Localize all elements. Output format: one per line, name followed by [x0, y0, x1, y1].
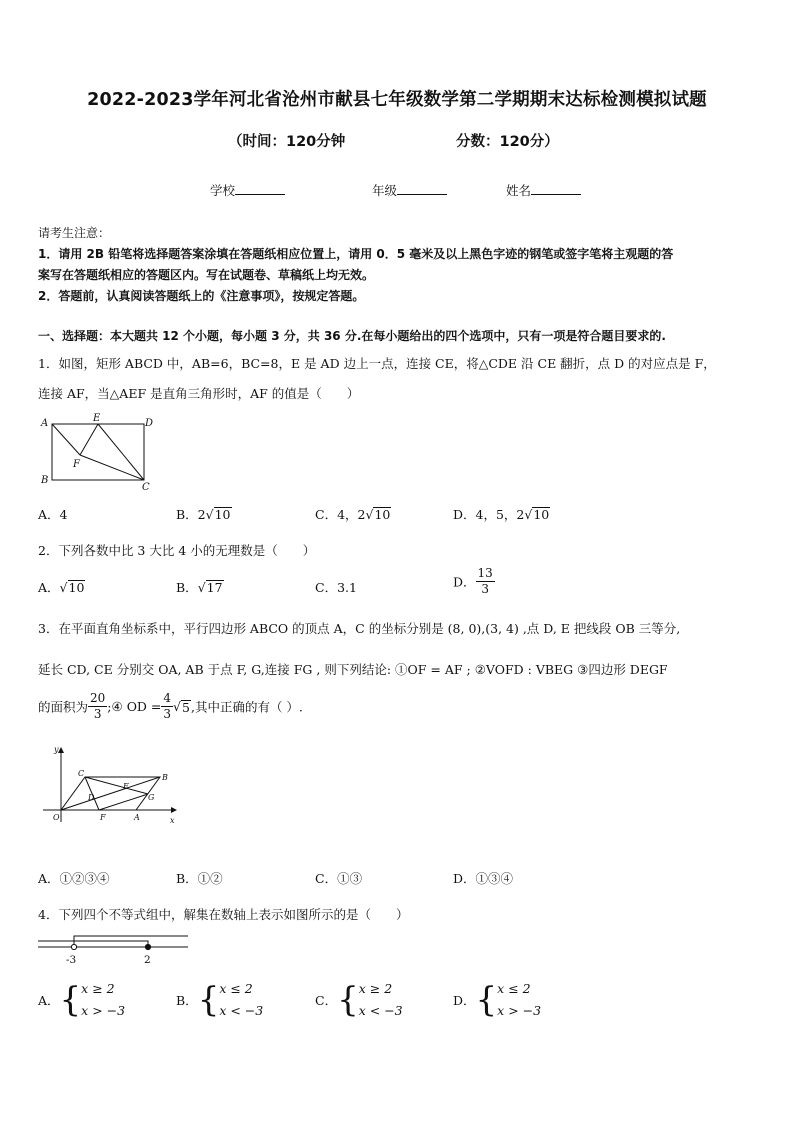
- label-f: F: [100, 813, 106, 822]
- q3-od-fraction: [161, 691, 173, 722]
- tick-label-right: 2: [144, 954, 151, 966]
- label-f: F: [73, 459, 80, 470]
- q3-option-a: A．①②③④: [38, 871, 110, 886]
- grade-field: [372, 181, 447, 199]
- q4-option-c-line2: x < −3: [358, 1003, 403, 1018]
- q3-stem-line1: 3．在平面直角坐标系中，平行四边形 ABCO 的顶点 A，C 的坐标分别是 (8, 0),(3, 4) ,点 D, E 把线段 OB 三等分,: [38, 621, 681, 636]
- q3-line3-pre: 的面积为: [38, 699, 89, 715]
- segment-ef: [80, 424, 98, 455]
- label-d: D: [88, 793, 95, 802]
- q2-option-a-radicand: 10: [68, 580, 85, 595]
- q4-number-line: [36, 928, 192, 968]
- tick-label-left: -3: [66, 954, 77, 966]
- q1-option-c: C．4，2√10: [315, 507, 391, 522]
- q1-option-c-radicand: 10: [374, 507, 391, 522]
- notice-heading: 请考生注意：: [38, 226, 111, 240]
- q4-option-d: D．{ x ≤ 2 x > −3: [453, 980, 542, 1020]
- open-point: [71, 944, 76, 949]
- q4-option-c-label: C．: [315, 993, 338, 1008]
- notice-item1-line2: 案写在答题纸相应的答题区内。写在试题卷、草稿纸上均无效。: [38, 268, 375, 282]
- q1-stem-line2: 连接 AF，当△AEF 是直角三角形时，AF 的值是（ ）: [38, 386, 360, 401]
- q3-od-radicand: 5: [182, 699, 190, 715]
- q2-option-c: C．3.1: [315, 580, 357, 595]
- q3-option-c: C．①③: [315, 871, 363, 886]
- name-label: 姓名: [506, 183, 532, 198]
- q1-option-a: A．4: [38, 507, 68, 522]
- label-c: C: [78, 769, 85, 778]
- q2-option-b: B．√17: [176, 580, 223, 595]
- notice-item1-line1: 1．请用 2B 铅笔将选择题答案涂填在答题纸相应位置上，请用 0．5 毫米及以上黑色字迹的钢笔或签字笔将主观题的答: [38, 247, 674, 261]
- q4-option-d-line1: x ≤ 2: [497, 981, 531, 996]
- section-heading: 一、选择题：本大题共 12 个小题，每小题 3 分，共 36 分.在每小题给出的四个选项中，只有一项是符合题目要求的.: [38, 329, 666, 343]
- school-label: 学校: [210, 183, 236, 198]
- q2-option-b-radicand: 17: [206, 580, 223, 595]
- label-a: A: [41, 418, 49, 429]
- q3-line3-mid: ;④ OD =: [107, 699, 162, 714]
- label-a: A: [134, 813, 140, 822]
- q4-option-b-line1: x ≤ 2: [219, 981, 253, 996]
- q3-stem-line2: 延长 CD, CE 分别交 OA, AB 于点 F, G,连接 FG , 则下列结论: ①OF = AF ; ②VOFD : VBEG ③四边形 DEGF: [38, 662, 668, 677]
- q3-line3-post: ,其中正确的有（ ）.: [190, 699, 303, 715]
- label-c: C: [142, 482, 150, 492]
- q4-option-a-label: A．: [38, 993, 60, 1008]
- segment-ec: [98, 424, 144, 480]
- q4-option-b-line2: x < −3: [219, 1003, 264, 1018]
- q3-stem-line3: 的面积为 $\frac{20}{3}$ ;④ OD = $\frac{4}{3}$ √5,其中正确的有（ ）.: [38, 691, 303, 721]
- segment-fg: [99, 794, 148, 810]
- label-b: B: [162, 773, 168, 782]
- q3-od-numerator: 4: [163, 691, 172, 705]
- label-b: B: [41, 475, 49, 486]
- school-field: [210, 181, 285, 199]
- q4-option-d-line2: x > −3: [497, 1003, 542, 1018]
- q2-option-d-text: D．: [453, 574, 476, 590]
- q4-option-a: A．{ x ≥ 2 x > −3: [38, 980, 126, 1020]
- rectangle-abcd: [52, 424, 144, 480]
- q2-option-a: A．√10: [38, 580, 85, 595]
- q1-stem-line1: 1．如图，矩形 ABCD 中，AB=6，BC=8，E 是 AD 边上一点，连接 CE，将△CDE 沿 CE 翻折，点 D 的对应点是 F，: [38, 356, 716, 371]
- q2-option-d-numerator: 13: [477, 566, 493, 580]
- q3-coordinate-figure: [38, 742, 183, 826]
- name-blank: [531, 182, 581, 195]
- grade-blank: [397, 182, 447, 195]
- label-e: E: [123, 782, 129, 791]
- q4-option-b-label: B．: [176, 993, 198, 1008]
- q3-area-numerator: 20: [90, 691, 106, 705]
- label-o: O: [53, 813, 60, 822]
- q4-option-c-line1: x ≥ 2: [358, 981, 393, 996]
- q4-option-c: C．{ x ≥ 2 x < −3: [315, 980, 403, 1020]
- q3-od-denominator: 3: [163, 707, 172, 721]
- q2-option-a-text: A．: [38, 580, 60, 595]
- q1-option-d: D．4，5，2√10: [453, 507, 550, 522]
- q1-option-d-text: D．4，5，2: [453, 507, 525, 522]
- label-e: E: [93, 413, 101, 424]
- q3-option-d: D．①③④: [453, 871, 514, 886]
- label-g: G: [148, 793, 155, 802]
- page-title: 2022-2023学年河北省沧州市献县七年级数学第二学期期末达标检测模拟试题: [87, 90, 707, 110]
- label-d: D: [145, 418, 154, 429]
- q1-option-b-radicand: 10: [214, 507, 231, 522]
- q4-option-a-line2: x > −3: [81, 1003, 126, 1018]
- q2-stem: 2．下列各数中比 3 大比 4 小的无理数是（ ）: [38, 543, 316, 558]
- segment-fc: [80, 455, 144, 480]
- q1-option-d-radicand: 10: [533, 507, 550, 522]
- segment-af: [52, 424, 80, 455]
- exam-score: 分数：120分）: [456, 134, 559, 150]
- q3-option-b: B．①②: [176, 871, 223, 886]
- q2-option-d: [453, 566, 495, 597]
- axis-label-x: x: [170, 816, 175, 825]
- q3-area-fraction: [88, 691, 107, 722]
- q4-stem: 4．下列四个不等式组中，解集在数轴上表示如图所示的是（ ）: [38, 907, 409, 922]
- notice-item2: 2．答题前，认真阅读答题纸上的《注意事项》，按规定答题。: [38, 289, 365, 303]
- q1-option-c-text: C．4，2: [315, 507, 366, 522]
- axis-label-y: y: [54, 745, 59, 754]
- q4-option-d-label: D．: [453, 993, 476, 1008]
- exam-time: （时间：120分钟: [228, 134, 346, 150]
- q3-area-denominator: 3: [93, 707, 102, 721]
- q4-option-b: B．{ x ≤ 2 x < −3: [176, 980, 264, 1020]
- q1-option-b-text: B．2: [176, 507, 206, 522]
- school-blank: [235, 182, 285, 195]
- q2-option-b-text: B．: [176, 580, 198, 595]
- q4-option-a-line1: x ≥ 2: [81, 981, 115, 996]
- name-field: [506, 181, 581, 199]
- q1-option-b: B．2√10: [176, 507, 231, 522]
- q2-option-d-fraction: [476, 566, 495, 597]
- closed-point: [145, 944, 150, 949]
- q2-option-d-denominator: 3: [481, 582, 489, 596]
- solution-ray-left: [38, 941, 148, 947]
- q1-figure: [38, 412, 158, 492]
- grade-label: 年级: [372, 183, 398, 198]
